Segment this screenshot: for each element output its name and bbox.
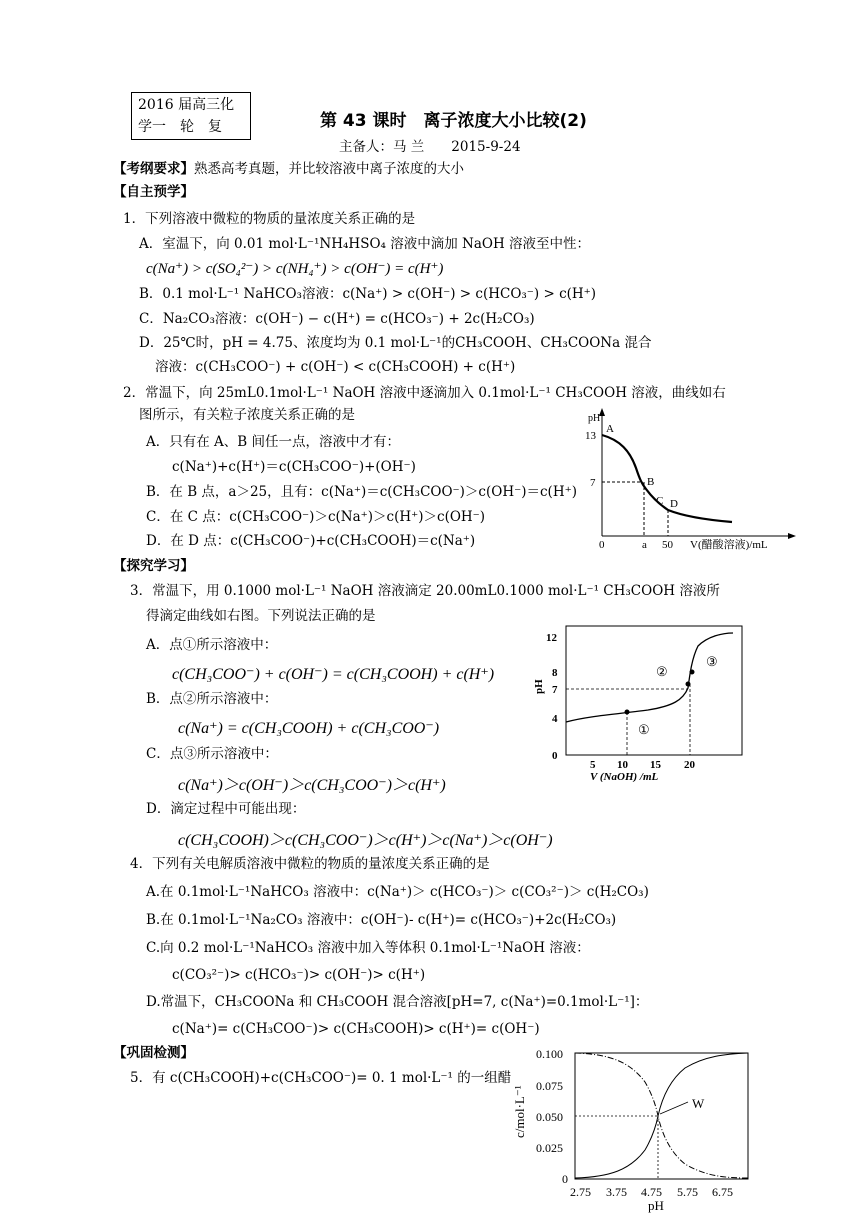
q3-y-tick-0: 0 bbox=[552, 750, 558, 762]
q3-option-a-line2: c(CH₃COO⁻) + c(OH⁻) = c(CH₃COOH) + c(H⁺) bbox=[172, 666, 495, 683]
q4-option-c-line1: C.向 0.2 mol·L⁻¹NaHCO₃ 溶液中加入等体积 0.1mol·L⁻¹NaOH 溶液： bbox=[146, 940, 590, 956]
q3-option-c-line1: C．点③所示溶液中： bbox=[146, 746, 278, 762]
q2-option-a-line1: A．只有在 A、B 间任一点，溶液中才有： bbox=[146, 434, 401, 450]
author-line: 主备人：马 兰 2015-9-24 bbox=[339, 139, 521, 155]
q2-option-a-line2: c(Na⁺)+c(H⁺)＝c(CH₃COO⁻)+(OH⁻) bbox=[172, 459, 416, 475]
q3-point-1-label: ① bbox=[638, 722, 650, 737]
requirement-text: 熟悉高考真题，并比较溶液中离子浓度的大小 bbox=[194, 161, 464, 177]
q3-point-3-label: ③ bbox=[706, 654, 718, 669]
q2-point-c: C bbox=[656, 495, 664, 507]
q3-y-tick-7: 7 bbox=[552, 684, 558, 696]
q4-option-b: B.在 0.1mol·L⁻¹Na₂CO₃ 溶液中：c(OH⁻)- c(H⁺)= c(HCO₃⁻)+2c(H₂CO₃) bbox=[146, 912, 617, 928]
q5-y-tick-0025: 0.025 bbox=[536, 1141, 563, 1155]
q2-x-tick-50: 50 bbox=[662, 539, 673, 551]
section-label-requirements: 【考纲要求】 bbox=[113, 161, 194, 177]
q2-x-axis-arrow bbox=[788, 533, 796, 539]
q3-curve bbox=[566, 633, 733, 722]
q2-titration-graph bbox=[580, 406, 800, 554]
q3-y-tick-8: 8 bbox=[552, 667, 558, 679]
q3-y-label: pH bbox=[533, 679, 545, 694]
q2-x-tick-0: 0 bbox=[599, 539, 605, 551]
q5-y-tick-0100: 0.100 bbox=[536, 1047, 563, 1061]
q2-curve bbox=[602, 435, 732, 522]
q5-x-tick-375: 3.75 bbox=[606, 1185, 627, 1199]
q5-x-tick-675: 6.75 bbox=[712, 1185, 733, 1199]
q3-point-1-marker bbox=[625, 710, 630, 715]
q5-x-label: pH bbox=[648, 1198, 664, 1213]
q5-stem: 5．有 c(CH₃COOH)+c(CH₃COO⁻)= 0. 1 mol·L⁻¹ 的一组醋 bbox=[130, 1070, 512, 1086]
q5-w-pointer bbox=[660, 1102, 688, 1114]
section-label-check: 【巩固检测】 bbox=[113, 1045, 194, 1061]
q3-plot-frame bbox=[566, 626, 742, 755]
q1-option-a-line2: c(Na⁺) > c(SO₄²⁻) > c(NH₄⁺) > c(OH⁻) = c(H⁺) bbox=[146, 261, 444, 277]
q5-y-tick-0075: 0.075 bbox=[536, 1079, 563, 1093]
q2-x-label: V(醋酸溶液)/mL bbox=[690, 539, 768, 551]
q4-option-d-line1: D.常温下，CH₃COONa 和 CH₃COOH 混合溶液[pH=7, c(Na⁺)=0.1mol·L⁻¹]： bbox=[146, 994, 649, 1010]
q5-distribution-graph bbox=[500, 1040, 755, 1216]
q2-option-b: B．在 B 点，a＞25，且有：c(Na⁺)＝c(CH₃COO⁻)＞c(OH⁻)＝c(H⁺) bbox=[146, 484, 577, 500]
q4-option-c-line2: c(CO₃²⁻)> c(HCO₃⁻)> c(OH⁻)> c(H⁺) bbox=[172, 967, 426, 983]
q5-y-tick-0: 0 bbox=[562, 1172, 568, 1186]
q3-point-2-label: ② bbox=[656, 664, 668, 679]
header-box-line1: 2016 届高三化 bbox=[138, 97, 235, 113]
q5-x-tick-575: 5.75 bbox=[677, 1185, 698, 1199]
q3-point-3-marker bbox=[690, 670, 695, 675]
q1-stem: 1．下列溶液中微粒的物质的量浓度关系正确的是 bbox=[123, 211, 416, 227]
q4-option-a: A.在 0.1mol·L⁻¹NaHCO₃ 溶液中：c(Na⁺)＞ c(HCO₃⁻)＞ c(CO₃²⁻)＞ c(H₂CO₃) bbox=[146, 884, 649, 900]
section-label-preview: 【自主预学】 bbox=[113, 184, 194, 200]
q2-option-c: C．在 C 点：c(CH₃COO⁻)＞c(Na⁺)＞c(H⁺)＞c(OH⁻) bbox=[146, 509, 486, 525]
q2-point-b: B bbox=[647, 476, 655, 488]
q5-y-tick-0050: 0.050 bbox=[536, 1110, 563, 1124]
q4-stem: 4．下列有关电解质溶液中微粒的物质的量浓度关系正确的是 bbox=[130, 856, 490, 872]
q3-x-label: V (NaOH) /mL bbox=[590, 771, 659, 782]
q1-option-b: B．0.1 mol·L⁻¹ NaHCO₃溶液：c(Na⁺) > c(OH⁻) > c(HCO₃⁻) > c(H⁺) bbox=[139, 286, 597, 302]
q2-stem-line1: 2．常温下，向 25mL0.1mol·L⁻¹ NaOH 溶液中逐滴加入 0.1mol·L⁻¹ CH₃COOH 溶液，曲线如右 bbox=[123, 385, 726, 401]
q5-x-tick-275: 2.75 bbox=[570, 1185, 591, 1199]
page-title: 第 43 课时 离子浓度大小比较(2) bbox=[320, 111, 587, 131]
q3-y-tick-12: 12 bbox=[546, 632, 557, 644]
q3-option-b-line1: B．点②所示溶液中： bbox=[146, 691, 278, 707]
q3-option-d-line1: D．滴定过程中可能出现： bbox=[146, 801, 306, 817]
q2-x-tick-a: a bbox=[642, 539, 647, 551]
header-box bbox=[131, 92, 251, 140]
q3-x-tick-20: 20 bbox=[684, 759, 695, 771]
q3-option-a-line1: A．点①所示溶液中： bbox=[146, 637, 278, 653]
q3-option-b-line2: c(Na⁺) = c(CH₃COOH) + c(CH₃COO⁻) bbox=[178, 720, 440, 737]
q4-option-d-line2: c(Na⁺)= c(CH₃COO⁻)> c(CH₃COOH)> c(H⁺)= c(OH⁻) bbox=[172, 1021, 540, 1037]
q3-stem-line1: 3．常温下，用 0.1000 mol·L⁻¹ NaOH 溶液滴定 20.00mL0.1000 mol·L⁻¹ CH₃COOH 溶液所 bbox=[130, 583, 720, 599]
q3-option-d-line2: c(CH₃COOH)＞c(CH₃COO⁻)＞c(H⁺)＞c(Na⁺)＞c(OH⁻) bbox=[178, 832, 553, 849]
q5-curve-acid bbox=[575, 1053, 748, 1178]
q5-curve-acetate bbox=[575, 1053, 748, 1178]
q2-option-d: D．在 D 点：c(CH₃COO⁻)+c(CH₃COOH)＝c(Na⁺) bbox=[146, 533, 476, 549]
q3-x-tick-5: 5 bbox=[590, 759, 596, 771]
q3-x-tick-15: 15 bbox=[650, 759, 661, 771]
q2-point-a: A bbox=[606, 423, 614, 435]
q5-w-label: W bbox=[692, 1096, 705, 1111]
header-box-line2: 学一 轮 复 bbox=[138, 119, 222, 135]
q2-y-tick-7: 7 bbox=[590, 477, 596, 489]
q3-titration-graph bbox=[528, 618, 750, 782]
q3-y-tick-4: 4 bbox=[552, 713, 558, 725]
q1-option-a-line1: A．室温下，向 0.01 mol·L⁻¹NH₄HSO₄ 溶液中滴加 NaOH 溶液至中性： bbox=[139, 236, 591, 252]
q2-point-d: D bbox=[670, 498, 678, 510]
q5-y-label: c/mol·L⁻¹ bbox=[512, 1085, 527, 1138]
q3-x-tick-10: 10 bbox=[617, 759, 628, 771]
section-label-explore: 【探究学习】 bbox=[113, 558, 194, 574]
q5-x-tick-475: 4.75 bbox=[641, 1185, 662, 1199]
requirement-line bbox=[113, 160, 464, 178]
q2-y-tick-13: 13 bbox=[585, 430, 596, 442]
q3-point-2-marker bbox=[686, 682, 691, 687]
q2-stem-line2: 图所示，有关粒子浓度关系正确的是 bbox=[139, 407, 355, 423]
q3-stem-line2: 得滴定曲线如右图。下列说法正确的是 bbox=[146, 608, 376, 624]
q1-option-d-line2: 溶液：c(CH₃COO⁻) + c(OH⁻) < c(CH₃COOH) + c(H⁺) bbox=[155, 359, 516, 375]
q2-y-label: pH bbox=[588, 413, 601, 424]
q3-option-c-line2: c(Na⁺)＞c(OH⁻)＞c(CH₃COO⁻)＞c(H⁺) bbox=[178, 777, 446, 794]
q1-option-d-line1: D．25℃时，pH = 4.75、浓度均为 0.1 mol·L⁻¹的CH₃COOH、CH₃COONa 混合 bbox=[139, 335, 652, 351]
q1-option-c: C．Na₂CO₃溶液：c(OH⁻) − c(H⁺) = c(HCO₃⁻) + 2c(H₂CO₃) bbox=[139, 311, 535, 327]
